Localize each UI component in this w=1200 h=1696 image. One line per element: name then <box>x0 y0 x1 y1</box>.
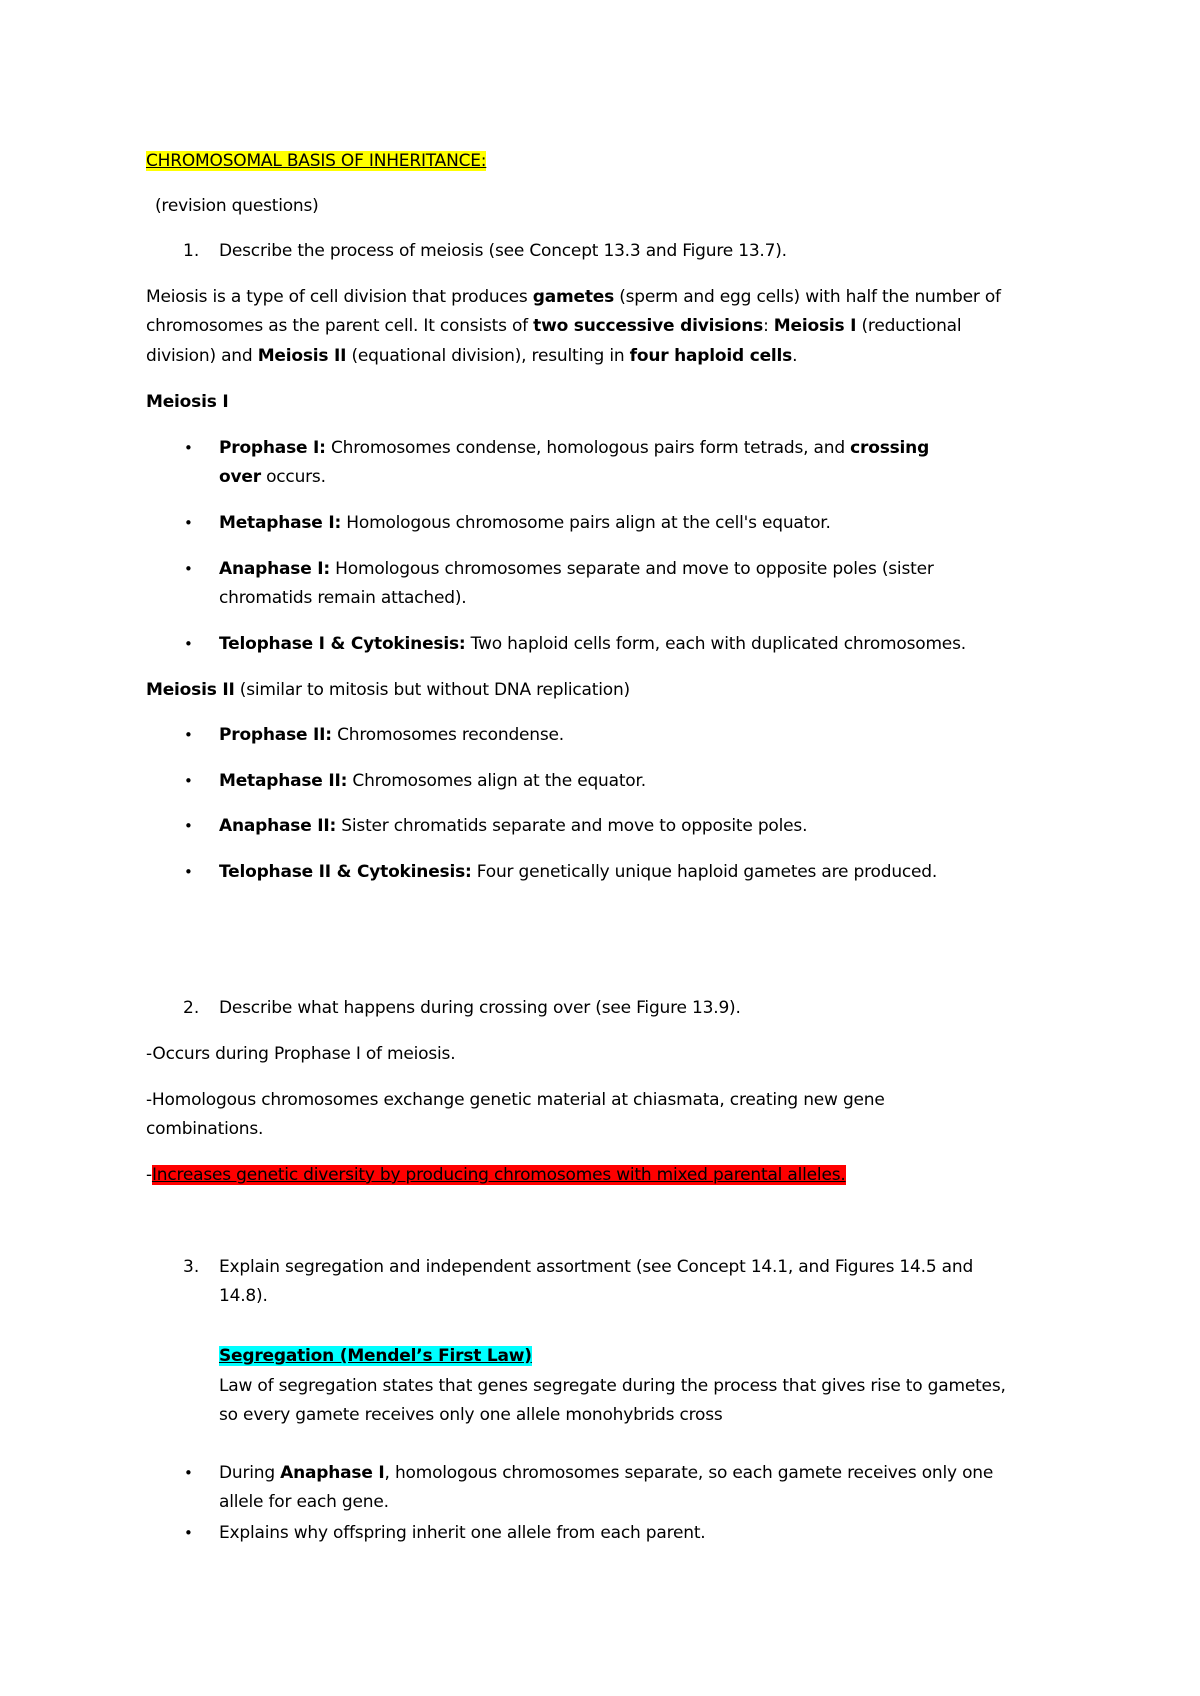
text-span: (similar to mitosis but without DNA replication) <box>234 680 630 700</box>
q1-para-line-2 <box>146 315 961 337</box>
text-span: division) and <box>146 346 258 366</box>
q1-para-line-1 <box>146 286 1001 308</box>
bullet-icon: • <box>184 726 193 744</box>
text-span: Meiosis is a type of cell division that produces <box>146 287 533 307</box>
bullet-icon: • <box>184 635 193 653</box>
text-span: Chromosomes condense, homologous pairs form tetrads, and <box>325 438 851 458</box>
q3-number: 3. <box>183 1257 200 1277</box>
q2-text: Describe what happens during crossing over (see Figure 13.9). <box>219 998 741 1018</box>
bullet-icon: • <box>184 514 193 532</box>
bold-term: crossing <box>850 438 930 458</box>
text-span: Four genetically unique haploid gametes are produced. <box>471 862 938 882</box>
m2-item-telophase <box>219 861 937 883</box>
dash: - <box>146 1165 152 1185</box>
text-span: chromosomes as the parent cell. It consists of <box>146 316 534 336</box>
q2-line-3 <box>146 1164 846 1186</box>
q3-bullet-2: Explains why offspring inherit one allele from each parent. <box>219 1523 706 1543</box>
q1-number: 1. <box>183 241 200 261</box>
m2-item-prophase <box>219 724 564 746</box>
bold-term: Metaphase II: <box>219 771 348 791</box>
heading-text: Meiosis I <box>146 392 229 412</box>
m2-item-anaphase <box>219 815 807 837</box>
segregation-heading <box>219 1345 532 1367</box>
heading-text: Meiosis II <box>146 680 235 700</box>
bold-term: Meiosis II <box>257 346 347 366</box>
text-span: (equational division), resulting in <box>346 346 630 366</box>
bold-term: four haploid cells <box>629 346 793 366</box>
bullet-icon: • <box>184 1464 193 1482</box>
bullet-icon: • <box>184 1524 193 1542</box>
m1-item-anaphase-cont: chromatids remain attached). <box>219 588 467 608</box>
bold-term: Anaphase I <box>280 1463 385 1483</box>
m1-item-metaphase <box>219 512 831 534</box>
document-title <box>146 150 486 172</box>
bold-term: two successive divisions <box>533 316 764 336</box>
meiosis-2-heading <box>146 679 630 701</box>
bold-term: Telophase II & Cytokinesis: <box>219 862 472 882</box>
q3-text: Explain segregation and independent assortment (see Concept 14.1, and Figures 14.5 and <box>219 1257 974 1277</box>
q3-text-cont: 14.8). <box>219 1286 268 1306</box>
q2-line-1: -Occurs during Prophase I of meiosis. <box>146 1044 456 1064</box>
bold-term: Prophase II: <box>219 725 332 745</box>
bullet-icon: • <box>184 863 193 881</box>
segregation-line-2: so every gamete receives only one allele monohybrids cross <box>219 1405 723 1425</box>
m1-item-prophase-cont <box>219 466 326 488</box>
text-span: , homologous chromosomes separate, so each gamete receives only one <box>384 1463 994 1483</box>
bold-term: Telophase I & Cytokinesis: <box>219 634 466 654</box>
m1-item-telophase <box>219 633 966 655</box>
bold-term: Anaphase I: <box>219 559 330 579</box>
m1-item-anaphase <box>219 558 934 580</box>
cyan-highlight: Segregation (Mendel’s First Law) <box>219 1346 532 1366</box>
bold-term: over <box>219 467 261 487</box>
bold-term: Meiosis I <box>773 316 857 336</box>
q3-bullet-1-cont: allele for each gene. <box>219 1492 389 1512</box>
q1-para-line-3 <box>146 345 797 367</box>
text-span: Chromosomes align at the equator. <box>347 771 646 791</box>
bullet-icon: • <box>184 560 193 578</box>
text-span: Homologous chromosome pairs align at the cell's equator. <box>341 513 831 533</box>
q2-number: 2. <box>183 998 200 1018</box>
text-span: Two haploid cells form, each with duplicated chromosomes. <box>465 634 966 654</box>
bullet-icon: • <box>184 817 193 835</box>
text-span: Sister chromatids separate and move to opposite poles. <box>336 816 808 836</box>
red-highlight: Increases genetic diversity by producing chromosomes with mixed parental alleles. <box>151 1165 846 1185</box>
text-span: Chromosomes recondense. <box>331 725 564 745</box>
m2-item-metaphase <box>219 770 646 792</box>
subtitle: (revision questions) <box>155 196 319 216</box>
q3-bullet-1 <box>219 1462 993 1484</box>
bullet-icon: • <box>184 439 193 457</box>
bold-term: Anaphase II: <box>219 816 337 836</box>
bullet-icon: • <box>184 772 193 790</box>
bold-term: gametes <box>532 287 615 307</box>
text-span: . <box>792 346 798 366</box>
text-span: occurs. <box>260 467 326 487</box>
text-span: (reductional <box>856 316 962 336</box>
segregation-line-1: Law of segregation states that genes segregate during the process that gives rise to gametes, <box>219 1376 1006 1396</box>
q2-line-2: -Homologous chromosomes exchange genetic material at chiasmata, creating new gene <box>146 1090 885 1110</box>
text-span: During <box>219 1463 281 1483</box>
m1-item-prophase <box>219 437 929 459</box>
title-highlight: CHROMOSOMAL BASIS OF INHERITANCE: <box>146 151 487 171</box>
text-span: (sperm and egg cells) with half the number of <box>614 287 1001 307</box>
text-span: : <box>763 316 774 336</box>
bold-term: Metaphase I: <box>219 513 342 533</box>
meiosis-1-heading <box>146 391 228 413</box>
q1-text: Describe the process of meiosis (see Concept 13.3 and Figure 13.7). <box>219 241 787 261</box>
text-span: Homologous chromosomes separate and move to opposite poles (sister <box>329 559 934 579</box>
bold-term: Prophase I: <box>219 438 326 458</box>
q2-line-2-cont: combinations. <box>146 1119 264 1139</box>
